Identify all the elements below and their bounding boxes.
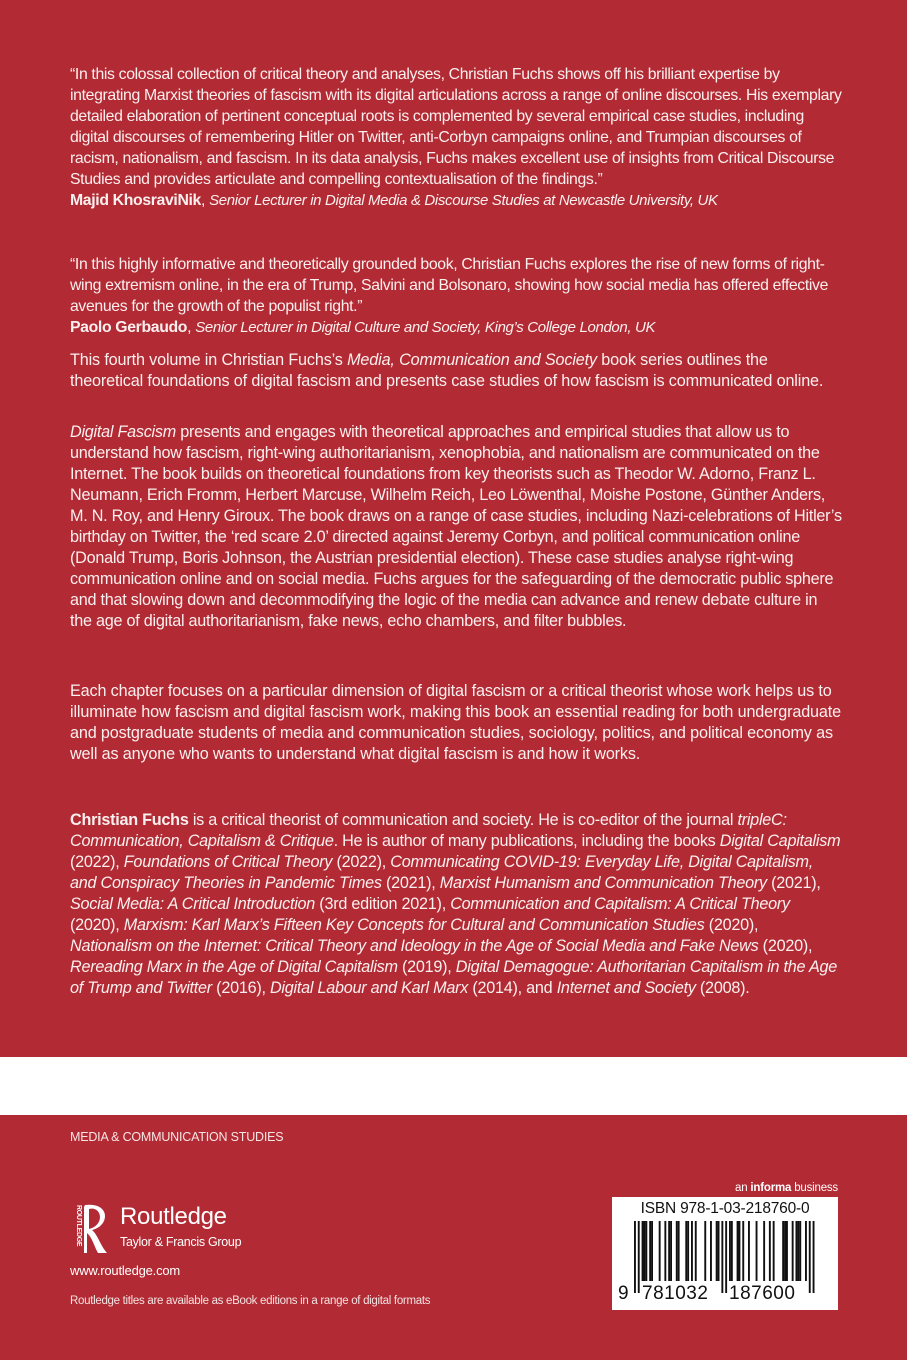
ebook-note: Routledge titles are available as eBook editions in a range of digital formats	[70, 1295, 431, 1307]
book-title: Internet and Society	[556, 979, 696, 997]
informa-tagline: an informa business	[735, 1182, 838, 1194]
description-paragraph-1: This fourth volume in Christian Fuchs’s Media, Communication and Society book series outlines the theoretical foundations of digital fascism and presents case studies of how fascism is communicated online.	[70, 351, 824, 390]
book-title: Foundations of Critical Theory	[123, 853, 333, 871]
svg-text:ROUTLEDGE: ROUTLEDGE	[75, 1205, 82, 1247]
endorsement-attribution: Paolo Gerbaudo, Senior Lecturer in Digital Culture and Society, King’s College London, UK	[70, 319, 656, 336]
subject-category: MEDIA & COMMUNICATION STUDIES	[70, 1130, 284, 1144]
book-title: Rereading Marx in the Age of Digital Capitalism	[70, 958, 398, 976]
endorsement-author: Paolo Gerbaudo	[70, 319, 188, 336]
routledge-r-icon	[70, 1203, 110, 1255]
endorsement-author: Majid KhosraviNik	[70, 192, 201, 209]
ean-first-digit: 9	[618, 1283, 629, 1304]
endorsement-1	[70, 64, 842, 211]
book-title: Marxism: Karl Marx’s Fifteen Key Concepts for Cultural and Communication Studies	[123, 916, 705, 934]
ean-right-group: 187600	[729, 1283, 796, 1304]
book-title: Communication and Capitalism: A Critical Theory	[450, 895, 790, 913]
book-title: Social Media: A Critical Introduction	[70, 895, 316, 913]
publisher-website[interactable]: www.routledge.com	[70, 1263, 181, 1278]
description-paragraph-3: Each chapter focuses on a particular dimension of digital fascism or a critical theorist whose work helps us to illuminate how fascism and digital fascism work, making this book an essential reading for both undergraduate and postgraduate students of media and communication studies, sociology, politics, and political economy as well as anyone who wants to understand what digital fascism is and how it works.	[70, 682, 841, 763]
isbn-label: ISBN 978-1-03-218760-0	[640, 1200, 810, 1217]
book-title: Digital Capitalism	[719, 832, 841, 850]
endorsement-attribution: Majid KhosraviNik, Senior Lecturer in Digital Media & Discourse Studies at Newcastle University, UK	[70, 192, 718, 209]
publisher-group: Taylor & Francis Group	[120, 1235, 242, 1249]
ean-left-group: 781032	[642, 1283, 709, 1304]
endorsement-quote: “In this highly informative and theoretically grounded book, Christian Fuchs explores the rise of new forms of right-wing extremism online, in the era of Trump, Salvini and Bolsonaro, showing how social media has offered effective avenues for the growth of the populist right.”	[70, 256, 829, 315]
endorsement-affiliation: Senior Lecturer in Digital Media & Discourse Studies at Newcastle University, UK	[209, 192, 718, 209]
book-title: Digital Fascism	[70, 423, 176, 441]
book-title: Digital Labour and Karl Marx	[269, 979, 469, 997]
author-name: Christian Fuchs	[70, 811, 189, 829]
author-bio: Christian Fuchs is a critical theorist of communication and society. He is co-editor of the journal tripleC: Communication, Capitalism & Critique. He is author of many publications, including the books Digital Capitalism (2022), Foundations of Critical Theory (2022), Communicating COVID-19: Everyday Life, Digital Capitalism, and Conspiracy Theories in Pandemic Times (2021), Marxist Humanism and Communication Theory (2021), Social Media: A Critical Introduction (3rd edition 2021), Communication and Capitalism: A Critical Theory (2020), Marxism: Karl Marx’s Fifteen Key Concepts for Cultural and Communication Studies (2020), Nationalism on the Internet: Critical Theory and Ideology in the Age of Social Media and Fake News (2020), Rereading Marx in the Age of Digital Capitalism (2019), Digital Demagogue: Authoritarian Capitalism in the Age of Trump and Twitter (2016), Digital Labour and Karl Marx (2014), and Internet and Society (2008).	[70, 811, 841, 997]
series-title: Media, Communication and Society	[347, 351, 597, 369]
white-band	[0, 1057, 907, 1115]
isbn-barcode	[612, 1197, 838, 1310]
description-paragraph-2: Digital Fascism presents and engages with theoretical approaches and empirical studies that allow us to understand how fascism, right-wing authoritarianism, xenophobia, and nationalism are communicated on the Internet. The book builds on theoretical foundations from key theorists such as Theodor W. Adorno, Franz L. Neumann, Erich Fromm, Herbert Marcuse, Wilhelm Reich, Leo Löwenthal, Moishe Postone, Günther Anders, M. N. Roy, and Henry Giroux. The book draws on a range of case studies, including Nazi-celebrations of Hitler’s birthday on Twitter, the ‘red scare 2.0’ directed against Jeremy Corbyn, and political communication online (Donald Trump, Boris Johnson, the Austrian presidential election). These case studies analyse right-wing communication online and on social media. Fuchs argues for the safeguarding of the democratic public sphere and that slowing down and decommodifying the logic of the media can advance and renew debate culture in the age of digital authoritarianism, fake news, echo chambers, and filter bubbles.	[70, 423, 842, 630]
endorsement-affiliation: Senior Lecturer in Digital Culture and Society, King’s College London, UK	[195, 319, 656, 336]
book-title: Digital Demagogue: Authoritarian Capitalism in the Age of Trump and Twitter	[70, 958, 838, 997]
book-title: Marxist Humanism and Communication Theory	[439, 874, 767, 892]
publisher-logo	[70, 1203, 310, 1263]
endorsement-quote: “In this colossal collection of critical theory and analyses, Christian Fuchs shows off his brilliant expertise by integrating Marxist theories of fascism with its digital articulations across a range of online discourses. His exemplary detailed elaboration of pertinent conceptual roots is complemented by several empirical case studies, including digital discourses of remembering Hitler on Twitter, anti-Corbyn campaigns online, and Trumpian discourses of racism, nationalism, and fascism. In its data analysis, Fuchs makes excellent use of insights from Critical Discourse Studies and provides articulate and compelling contextualisation of the findings.”	[70, 66, 842, 188]
book-title: Communicating COVID-19: Everyday Life, Digital Capitalism, and Conspiracy Theories in Pandemic Times	[70, 853, 814, 892]
book-list: Digital Capitalism (2022), Foundations of Critical Theory (2022), Communicating COVID-19: Everyday Life, Digital Capitalism, and Conspiracy Theories in Pandemic Times (2021), Marxist Humanism and Communication Theory (2021), Social Media: A Critical Introduction (3rd edition 2021), Communication and Capitalism: A Critical Theory (2020), Marxism: Karl Marx’s Fifteen Key Concepts for Cultural and Communication Studies (2020), Nationalism on the Internet: Critical Theory and Ideology in the Age of Social Media and Fake News (2020), Rereading Marx in the Age of Digital Capitalism (2019), Digital Demagogue: Authoritarian Capitalism in the Age of Trump and Twitter (2016), Digital Labour and Karl Marx (2014), and Internet and Society (2008).	[70, 832, 841, 997]
endorsement-2	[70, 254, 842, 338]
book-title: Nationalism on the Internet: Critical Theory and Ideology in the Age of Social Media and Fake News	[70, 937, 759, 955]
publisher-name: Routledge	[120, 1203, 227, 1230]
journal-title: tripleC: Communication, Capitalism & Critique	[70, 811, 787, 850]
